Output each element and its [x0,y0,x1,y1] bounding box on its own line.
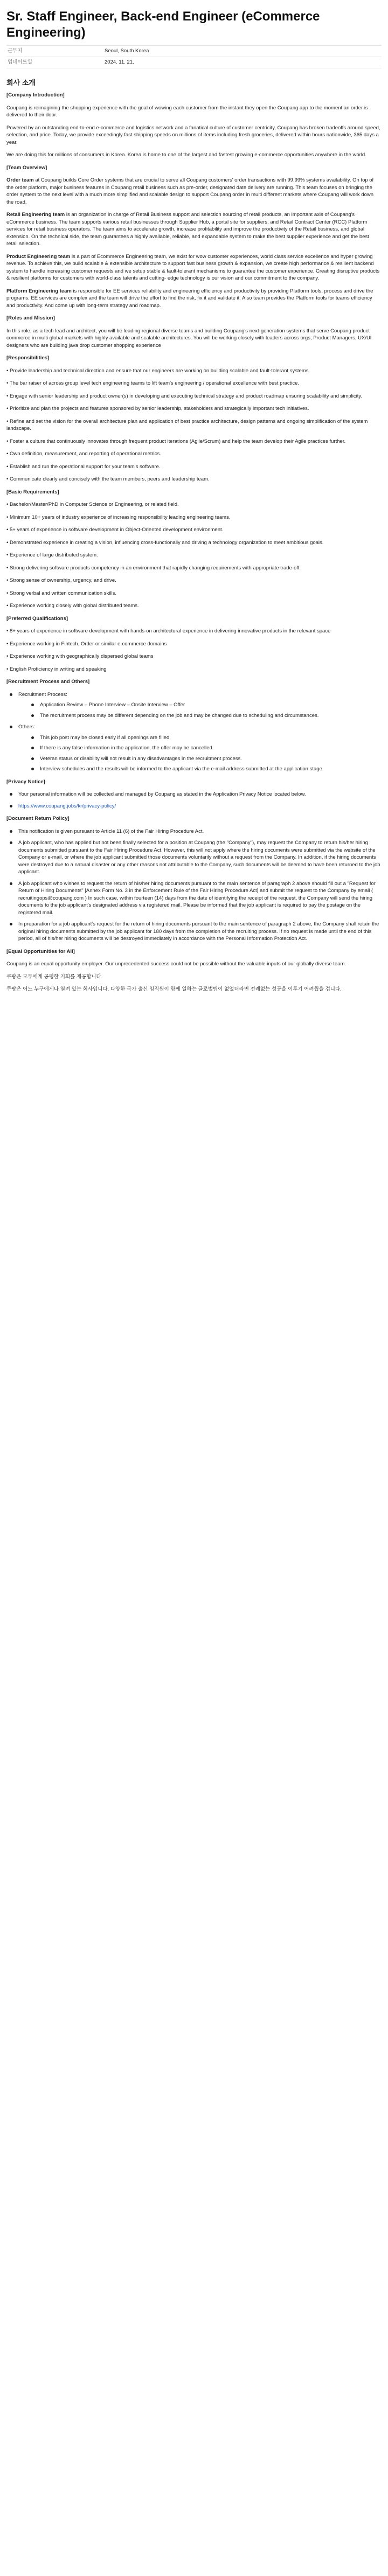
team-name-retail: Retail Engineering team [6,212,65,218]
team-paragraph-order [6,177,382,206]
equal-opportunity-korean-text: 쿠팡은 어느 누구에게나 열려 있는 회사입니다. 다양한 국가 출신 임직원이 함께 일하는 글로벌팀이 없었더라면 전례없는 성공을 이루기 어려웠을 겁니다. [6,986,342,992]
company-intro-paragraph: Coupang is reimagining the shopping experience with the goal of wowing each customer from the instant they open the Coupang app to the moment an order is delivered to their door. [6,105,368,118]
team-text-retail: is an organization in charge of Retail Business support and selection sourcing of retail products, an important axis of Coupang's eCommerce business. The team supports various retail businesses through Supplier Hub, a portal site for suppliers, and Retail Contract Center (RCC) Platform services for retail business operators. The team aims to accelerate growth, increase profitability and improve the productivity of the Retail business, and global extension. On the technical side, the team guarantees a highly available, reliable, and expandable system to make the best supplier experience and get the best retail selection. [6,212,369,247]
document-return-item: A job applicant, who has applied but not been finally selected for a position at Coupang (the "Company"), may request the Company to return his/her hiring documents submitted pursuant to the Fair Hiring Procedure Act. However, this will not apply where the hiring documents were submitted via the website of the Company or e-mail, or where the job applicant submitted those documents voluntarily without a request from the Company. In addition, if the hiring documents were destroyed due to a natural disaster or any other reasons not attributable to the Company, such documents will be deemed to have been returned to the job applicant. [6,839,382,876]
team-text-order: at Coupang builds Core Order systems that are crucial to serve all Coupang customers' order transactions with 99.99% systems availability. On top of the order platform, major business features in Coupang retail business such as pre-order, designated date delivery are running. This team focuses on bringing the order system to the next level with a much more simplified and scalable design to support Coupang order in multi different markets where Coupang will work down the road. [6,177,374,205]
document-return-list [6,828,382,943]
recruitment-others-label: Others: [18,724,36,730]
document-return-item: A job applicant who wishes to request the return of his/her hiring documents pursuant to the main sentence of paragraph 2 above should fill out a "Request for Return of Hiring Documents" [Annex Form No. 3 in the Enforcement Rule of the Fair Hiring Procedure Act] and submit the request to the Company by email ( recruitingops@coupang.com ) In such case, within fourteen (14) days from the date of identifying the receipt of the request, the Company will send the hiring documents to the job applicant's designated address via registered mail. Please be informed that the job applicant is required to pay the postage on the registered mail. [6,880,382,917]
company-intro-heading: 회사 소개 [6,79,36,87]
preferred-item: • Experience working in Fintech, Order or similar e-commerce domains [6,640,167,647]
meta-row-updated [6,57,382,68]
section-heading-preferred: [Preferred Qualifications] [6,615,68,622]
responsibility-item: • The bar raiser of across group level tech engineering teams to lift team's engineering / operational excellence with best practice. [6,380,300,386]
requirement-item: • Experience working closely with global distributed teams. [6,603,139,609]
responsibility-item: • Own definition, measurement, and reporting of operational metrics. [6,451,161,457]
requirement-item: • Strong delivering software products competency in an environment that rapidly changing requirements with appropriate trade-off. [6,565,301,571]
company-intro-paragraph: Powered by an outstanding end-to-end e-commerce and logistics network and a fanatical culture of customer centricity, Coupang has broken tradeoffs around speed, selection, and price. Today, we provide exceedingly fast shipping speeds on millions of items including fresh groceries, delivered within hours nationwide, 365 days a year. [6,124,380,145]
team-text-platform: is responsible for EE services reliability and engineering efficiency and productivity by providing Platform tools, process and drive the programs. EE services are complex and the team will drive the effort to find the risk, fix it and validate it. Also team provides the Platform tools for teams efficiency and productivity. And come up with long-term strategy and roadmap. [6,288,373,309]
privacy-policy-link[interactable]: https://www.coupang.jobs/kr/privacy-policy/ [18,803,116,809]
responsibility-item: • Establish and run the operational support for your team's software. [6,463,161,470]
responsibility-item: • Engage with senior leadership and product owner(s) in developing and executing technical strategy and product roadmap ensuring scalability and simplicity. [6,393,363,399]
requirement-item: • Demonstrated experience in creating a vision, influencing cross-functionally and driving a technology organization to meet ambitious goals. [6,539,324,546]
document-return-item: This notification is given pursuant to Article 11 (6) of the Fair Hiring Procedure Act. [6,828,382,836]
meta-value-location: Seoul, South Korea [105,48,149,54]
preferred-item: • English Proficiency in writing and speaking [6,666,107,672]
preferred-item: • 8+ years of experience in software development with hands-on architectural experience in delivering innovative products in the relevant space [6,628,331,634]
recruitment-others-item: If there is any false information in the application, the offer may be cancelled. [18,744,382,752]
requirement-item: • Bachelor/Master/PhD in Computer Science or Engineering, or related field. [6,502,179,507]
responsibility-item: • Communicate clearly and concisely with the team members, peers and leadership team. [6,476,210,482]
requirement-item: • 5+ years of experience in software development in Object-Oriented development environment. [6,527,224,533]
section-heading-basic-requirements: [Basic Requirements] [6,489,59,495]
responsibility-item: • Provide leadership and technical direction and ensure that our engineers are working on building scalable and fault-tolerant systems. [6,367,310,374]
section-heading-company-intro: [Company Introduction] [6,92,65,98]
responsibility-item: • Prioritize and plan the projects and features sponsored by senior leadership, stakeholders and strategically important tech initiatives. [6,406,309,412]
equal-opportunity-text: Coupang is an equal opportunity employer. Our unprecedented success could not be possible without the valuable inputs of our globally diverse team. [6,961,347,967]
recruitment-others [6,723,382,773]
team-name-order: Order team [6,177,34,183]
requirement-item: • Minimum 10+ years of industry experience of increasing responsibility leading engineering teams. [6,514,231,520]
section-heading-responsibilities: [Responsibilities] [6,355,50,361]
recruitment-process-item: The recruitment process may be different depending on the job and may be changed due to scheduling and circumstances. [18,712,382,720]
recruitment-process-list [18,701,382,719]
section-heading-roles: [Roles and Mission] [6,315,55,321]
meta-value-updated: 2024. 11. 21. [105,59,134,65]
team-paragraph-platform [6,288,382,310]
meta-row-location [6,46,382,57]
section-heading-team-overview: [Team Overview] [6,164,47,171]
job-posting-page [0,0,388,1009]
recruitment-others-list [18,734,382,773]
section-heading-privacy: [Privacy Notice] [6,778,45,785]
job-description [6,92,382,993]
recruitment-others-item: Interview schedules and the results will be informed to the applicant via the e-mail address submitted at the application stage. [18,765,382,773]
roles-paragraph: In this role, as a tech lead and architect, you will be leading regional diverse teams and building Coupang's next-generation systems that serve Coupang product commerce in multi global markets with highly available and scalable architectures. You will be working closely with leaders across orgs; Product Managers, UX/UI designers who are building java drop customer shopping experience [6,328,372,349]
team-paragraph-retail [6,211,382,248]
privacy-item: Your personal information will be collected and managed by Coupang as stated in the Application Privacy Notice located below. [6,791,382,798]
meta-label-updated: 업데이트일 [8,59,32,65]
recruitment-process-label: Recruitment Process: [18,691,67,698]
company-intro-paragraph: We are doing this for millions of consumers in Korea. Korea is home to one of the largest and fastest growing e-commerce opportunities anywhere in the world. [6,152,366,158]
recruitment-others-item: Veteran status or disability will not result in any disadvantages in the recruitment process. [18,755,382,763]
requirement-item: • Strong verbal and written communication skills. [6,590,116,596]
requirement-item: • Experience of large distributed system. [6,552,98,558]
document-return-item: In preparation for a job applicant's request for the return of hiring documents pursuant to the main sentence of paragraph 2 above, the Company shall retain the original hiring documents submitted by the job applicant for 180 days from the completion of the recruiting process. If no request is made until the end of this period, all of his/her hiring documents will be destroyed immediately in accordance with the Personal Information Protection Act. [6,921,382,943]
team-name-platform: Platform Engineering team [6,288,72,294]
recruitment-others-item: This job post may be closed early if all openings are filled. [18,734,382,742]
job-title: Sr. Staff Engineer, Back-end Engineer (eCommerce Engineering) [6,9,320,40]
meta-label-location: 근무지 [8,48,23,54]
recruitment-list [6,691,382,773]
recruitment-process [6,691,382,720]
requirement-item: • Strong sense of ownership, urgency, and drive. [6,577,116,583]
privacy-list [6,791,382,810]
section-heading-document-return: [Document Return Policy] [6,816,70,821]
section-heading-recruitment: [Recruitment Process and Others] [6,679,90,685]
responsibility-item: • Foster a culture that continuously innovates through frequent product iterations (Agile/Scrum) and help the team develop their Agile practices further. [6,438,346,444]
privacy-link-item [6,803,382,810]
team-text-product: is a part of Ecommerce Engineering team, we exist for wow customer experiences, world class service excellence and hyper growing revenue. To achieve this, we build scalable & extensible architecture to support fast business growth & expansion, we create high performance & resilient backend system to handle increasing customer requests and we setup stable & fault-tolerant mechanisms to guarantee the customer experience. Creating disruptive products & resilient platforms for customers with world-class talents and cutting- edge technology is our vision and our commitment to the company. [6,253,380,281]
recruitment-process-item: Application Review – Phone Interview – Onsite Interview – Offer [18,701,382,709]
responsibility-item: • Refine and set the vision for the overall architecture plan and application of best practice architecture, design patterns and ongoing simplification of the system landscape. [6,418,368,431]
team-name-product: Product Engineering team [6,253,71,260]
team-paragraph-product [6,253,382,282]
equal-opportunity-korean-title: 쿠팡은 모두에게 공평한 기회를 제공합니다 [6,973,101,980]
job-meta-table [6,45,382,68]
section-heading-equal-opportunity: [Equal Opportunities for All] [6,948,75,955]
preferred-item: • Experience working with geographically dispersed global teams [6,653,154,659]
